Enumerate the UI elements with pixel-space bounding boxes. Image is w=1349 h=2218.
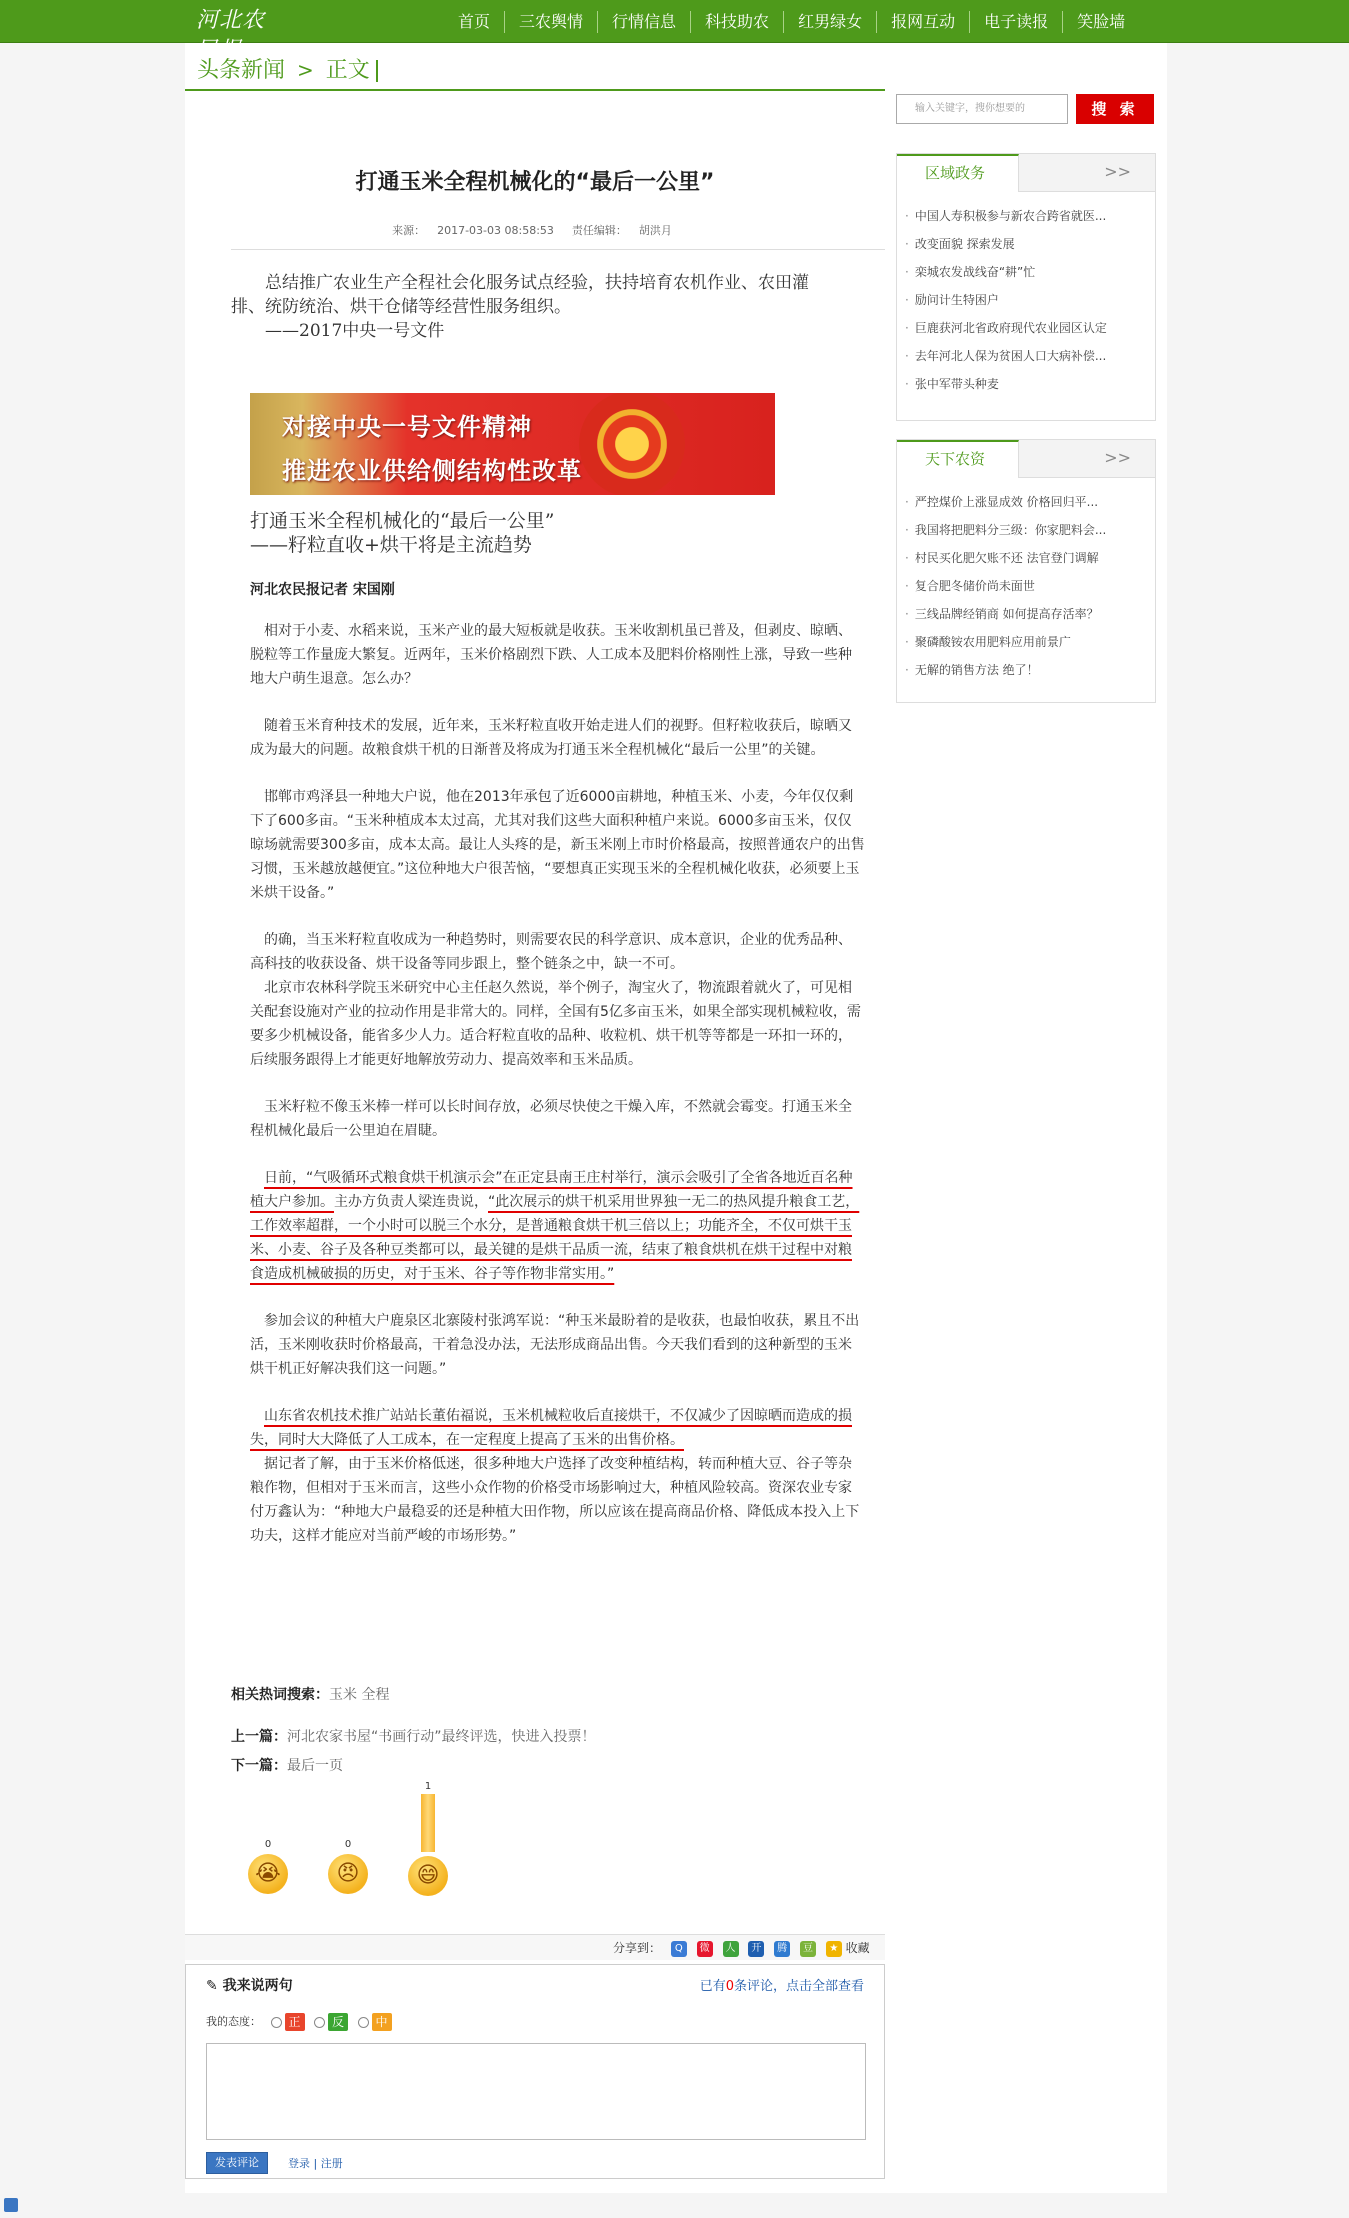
prev-article-link[interactable]: 河北农家书屋“书画行动”最终评选，快进入投票！ xyxy=(287,1729,596,1745)
main-nav xyxy=(444,0,1139,43)
related-words[interactable]: 玉米 全程 xyxy=(329,1687,390,1703)
highlighted-text: 山东省农机技术推广站站长董佑福说，玉米机械粒收后直接烘干，不仅减少了因晾晒而造成的损失，同时大大降低了人工成本，在一定程度上提高了玉米的出售价格。 xyxy=(250,1408,852,1448)
vote-bar xyxy=(421,1794,435,1852)
douban-icon[interactable]: 豆 xyxy=(800,1941,816,1957)
vote-count: 0 xyxy=(264,1839,272,1850)
nav-smile-wall[interactable]: 笑脸墙 xyxy=(1077,12,1126,31)
list-item[interactable]: · 三线品牌经销商 如何提高存活率？ xyxy=(905,600,1150,628)
paragraph: 据记者了解，由于玉米价格低迷，很多种地大户选择了改变种植结构，转而种植大豆、谷子等杂粮作物，但相对于玉米而言，这些小众作物的价格受市场影响过大，种植风险较高。资深农业专家付万鑫认为：“种地大户最稳妥的还是种植大田作物，所以应该在提高商品价格、降低成本投入上下功夫，这样才能应对当前严峻的市场形势。” xyxy=(250,1456,860,1544)
article-meta xyxy=(185,222,885,238)
tqq-icon[interactable]: 腾 xyxy=(774,1941,790,1957)
nav-home[interactable]: 首页 xyxy=(458,12,491,31)
breadcrumb-bar xyxy=(376,60,378,82)
highlighted-text: 日前，“气吸循环式粮食烘干机演示会”在正定县南王庄村举行，演示会吸引了全省各地近百名种植大户参加。 xyxy=(250,1170,853,1210)
breadcrumb-current: 正文 xyxy=(325,58,370,83)
quote-text: 总结推广农业生产全程社会化服务试点经验，扶持培育农机作业、农田灌排、统防统治、烘干仓储等经营性服务组织。 xyxy=(231,273,809,317)
more-link[interactable]: >> xyxy=(1104,448,1131,467)
next-article xyxy=(231,1755,343,1775)
paragraph xyxy=(250,1166,865,1286)
paragraph-text: 主办方负责人梁连贵说， xyxy=(334,1194,488,1210)
subtitle-line-2: ——籽粒直收+烘干将是主流趋势 xyxy=(250,534,532,556)
vote-cry[interactable] xyxy=(243,1839,293,1894)
tab-farm-supplies[interactable]: 天下农资 xyxy=(897,440,1019,478)
article-author: 河北农民报记者 宋国刚 xyxy=(250,582,395,598)
attitude-radio-negative[interactable] xyxy=(314,2017,325,2028)
next-article-link[interactable]: 最后一页 xyxy=(287,1758,343,1774)
top-nav-bar xyxy=(0,0,1349,43)
weibo-icon[interactable]: 微 xyxy=(697,1941,713,1957)
submit-comment-button[interactable]: 发表评论 xyxy=(206,2152,268,2174)
article-subtitle xyxy=(250,509,850,557)
paragraph: 的确，当玉米籽粒直收成为一种趋势时，则需要农民的科学意识、成本意识，企业的优秀品种、高科技的收获设备、烘干设备等同步跟上，整个链条之中，缺一不可。 xyxy=(250,932,852,972)
related-label: 相关热词搜索： xyxy=(231,1687,329,1703)
paragraph: 参加会议的种植大户鹿泉区北寨陵村张鸿军说：“种玉米最盼着的是收获，也最怕收获，累且不出活，玉米刚收获时价格最高，干着急没办法，无法形成商品出售。今天我们看到的这种新型的玉米烘干机正好解决我们这一问题。” xyxy=(250,1313,860,1377)
nav-people[interactable]: 红男绿女 xyxy=(798,12,863,31)
pencil-icon: ✎ xyxy=(206,1978,223,1994)
paragraph: 随着玉米育种技术的发展，近年来，玉米籽粒直收开始走进人们的视野。但籽粒收获后，晾晒又成为最大的问题。故粮食烘干机的日渐普及将成为打通玉米全程机械化“最后一公里”的关键。 xyxy=(250,718,852,758)
chevron-right-icon: > xyxy=(297,58,314,82)
article-body xyxy=(250,619,865,1571)
vote-count: 0 xyxy=(344,1839,352,1850)
page-container xyxy=(185,43,1167,2193)
subtitle-line-1: 打通玉米全程机械化的“最后一公里” xyxy=(250,510,555,532)
article-title: 打通玉米全程机械化的“最后一公里” xyxy=(355,170,715,195)
favorite-link[interactable]: 收藏 xyxy=(845,1941,870,1955)
related-keywords xyxy=(231,1684,389,1704)
policy-quote xyxy=(231,271,831,343)
search-input[interactable]: 输入关键字，搜你想要的 xyxy=(896,94,1068,124)
news-list xyxy=(897,478,1155,690)
comment-textarea[interactable] xyxy=(206,2043,866,2140)
renren-icon[interactable]: 人 xyxy=(723,1941,739,1957)
comment-box xyxy=(185,1964,885,2179)
vote-count: 1 xyxy=(424,1781,432,1792)
box-header xyxy=(897,440,1155,478)
list-item[interactable]: · 复合肥冬储价尚未面世 xyxy=(905,572,1150,600)
list-item[interactable]: · 巨鹿获河北省政府现代农业园区认定 xyxy=(905,314,1150,342)
vote-happy[interactable] xyxy=(403,1781,453,1896)
breadcrumb xyxy=(185,53,885,91)
paragraph xyxy=(250,1404,865,1452)
list-item[interactable]: · 我国将把肥料分三级：你家肥料会... xyxy=(905,516,1150,544)
tab-regional-affairs[interactable]: 区域政务 xyxy=(897,154,1019,192)
regional-affairs-box xyxy=(896,153,1156,421)
prev-article xyxy=(231,1726,596,1746)
list-item[interactable]: · 改变面貌 探索发展 xyxy=(905,230,1150,258)
attitude-selector xyxy=(206,2013,392,2031)
share-bar xyxy=(185,1934,885,1960)
attitude-tag-positive: 正 xyxy=(285,2013,305,2031)
list-item[interactable]: · 张中军带头种麦 xyxy=(905,370,1150,398)
search-button[interactable]: 搜 索 xyxy=(1076,94,1154,124)
crying-face-icon[interactable]: 😭 xyxy=(248,1854,288,1894)
nav-tech[interactable]: 科技助农 xyxy=(705,12,770,31)
breadcrumb-section[interactable]: 头条新闻 xyxy=(197,58,286,83)
comment-title: ✎ 我来说两句 xyxy=(206,1978,293,1994)
attitude-label: 我的态度： xyxy=(206,2015,261,2028)
banner-line-1: 对接中央一号文件精神 xyxy=(282,413,532,441)
prev-label: 上一篇： xyxy=(231,1729,287,1745)
list-item[interactable]: · 栾城农发战线奋“耕”忙 xyxy=(905,258,1150,286)
auth-links: 登录 | 注册 xyxy=(288,2157,343,2170)
attitude-tag-neutral: 中 xyxy=(372,2013,392,2031)
register-link[interactable]: 注册 xyxy=(320,2157,343,2170)
divider xyxy=(231,249,885,250)
qzone-icon[interactable]: Q xyxy=(671,1941,687,1957)
baidu-paw-icon[interactable] xyxy=(4,2198,18,2212)
paragraph: 北京市农林科学院玉米研究中心主任赵久然说，举个例子，淘宝火了，物流跟着就火了，可见相关配套设施对产业的拉动作用是非常大的。同样，全国有5亿多亩玉米，如果全部实现机械粒收，需要多少机械设备，能省多少人力。适合籽粒直收的品种、收粒机、烘干机等等都是一环扣一环的，后续服务跟得上才能更好地解放劳动力、提高效率和玉米品质。 xyxy=(250,980,861,1068)
highlighted-text: “此次展示的烘干机采用世界独一无二的热风提升粮食工艺，工作效率超群，一个小时可以脱三个水分，是普通粮食烘干机三倍以上；功能齐全，不仅可烘干玉米、小麦、谷子及各种豆类都可以，最关键的是烘干品质一流，结束了粮食烘机在烘干过程中对粮食造成机械破损的历史，对于玉米、谷子等作物非常实用。” xyxy=(250,1194,860,1282)
editor-label: 责任编辑： xyxy=(571,224,627,237)
vote-angry[interactable] xyxy=(323,1839,373,1894)
attitude-radio-positive[interactable] xyxy=(271,2017,282,2028)
nav-market[interactable]: 行情信息 xyxy=(612,12,677,31)
paragraph: 玉米籽粒不像玉米棒一样可以长时间存放，必须尽快使之干燥入库，不然就会霉变。打通玉米全程机械化最后一公里迫在眉睫。 xyxy=(250,1099,852,1139)
site-logo[interactable]: 河北农 xyxy=(196,8,266,33)
next-label: 下一篇： xyxy=(231,1758,287,1774)
comment-count[interactable]: 已有0条评论，点击全部查看 xyxy=(699,1979,864,1994)
farm-supplies-box xyxy=(896,439,1156,703)
nav-sannong[interactable]: 三农舆情 xyxy=(519,12,584,31)
angry-face-icon[interactable]: 😠 xyxy=(328,1854,368,1894)
list-item[interactable]: · 聚磷酸铵农用肥料应用前景广 xyxy=(905,628,1150,656)
list-item[interactable]: · 村民买化肥欠账不还 法官登门调解 xyxy=(905,544,1150,572)
paragraph: 相对于小麦、水稻来说，玉米产业的最大短板就是收获。玉米收割机虽已普及，但剥皮、晾晒、脱粒等工作量庞大繁复。近两年，玉米价格剧烈下跌、人工成本及肥料价格刚性上涨，导致一些种地大户萌生退意。怎么办？ xyxy=(250,623,852,687)
editor-name: 胡洪月 xyxy=(638,224,672,237)
attitude-tag-negative: 反 xyxy=(328,2013,348,2031)
paragraph: 邯郸市鸡泽县一种地大户说，他在2013年承包了近6000亩耕地，种植玉米、小麦，今年仅仅剩下了600多亩。“玉米种植成本太过高，尤其对我们这些大面积种植户来说。6000多亩玉米，仅仅晾场就需要300多亩，成本太高。最让人头疼的是，新玉米刚上市时价格最高，按照普通农户的出售习惯，玉米越放越便宜。”这位种地大户很苦恼，“要想真正实现玉米的全程机械化收获，必须要上玉米烘干设备。” xyxy=(250,789,865,901)
list-item[interactable]: · 无解的销售方法 绝了！ xyxy=(905,656,1150,684)
attitude-radio-neutral[interactable] xyxy=(358,2017,369,2028)
happy-face-icon[interactable]: 😄 xyxy=(408,1856,448,1896)
mood-vote-panel xyxy=(243,1781,463,1911)
nav-epaper[interactable]: 电子读报 xyxy=(984,12,1049,31)
list-item[interactable]: · 去年河北人保为贫困人口大病补偿... xyxy=(905,342,1150,370)
national-emblem-icon xyxy=(579,393,685,495)
source-label: 来源： xyxy=(392,224,426,237)
more-link[interactable]: >> xyxy=(1104,162,1131,181)
list-item[interactable]: · 严控煤价上涨显成效 价格回归平... xyxy=(905,488,1150,516)
article-column xyxy=(185,91,885,2170)
list-item[interactable]: · 中国人寿积极参与新农合跨省就医... xyxy=(905,202,1150,230)
star-icon[interactable]: ★ xyxy=(826,1941,842,1957)
policy-banner-image xyxy=(250,393,775,495)
news-list xyxy=(897,192,1155,404)
login-link[interactable]: 登录 xyxy=(288,2157,310,2170)
kaixin-icon[interactable]: 开 xyxy=(748,1941,764,1957)
quote-source: ——2017中央一号文件 xyxy=(265,321,445,341)
nav-interact[interactable]: 报网互动 xyxy=(891,12,956,31)
list-item[interactable]: · 励问计生特困户 xyxy=(905,286,1150,314)
share-label: 分享到： xyxy=(613,1941,662,1955)
publish-date: 2017-03-03 08:58:53 xyxy=(437,224,554,237)
banner-line-2: 推进农业供给侧结构性改革 xyxy=(282,457,582,485)
box-header xyxy=(897,154,1155,192)
